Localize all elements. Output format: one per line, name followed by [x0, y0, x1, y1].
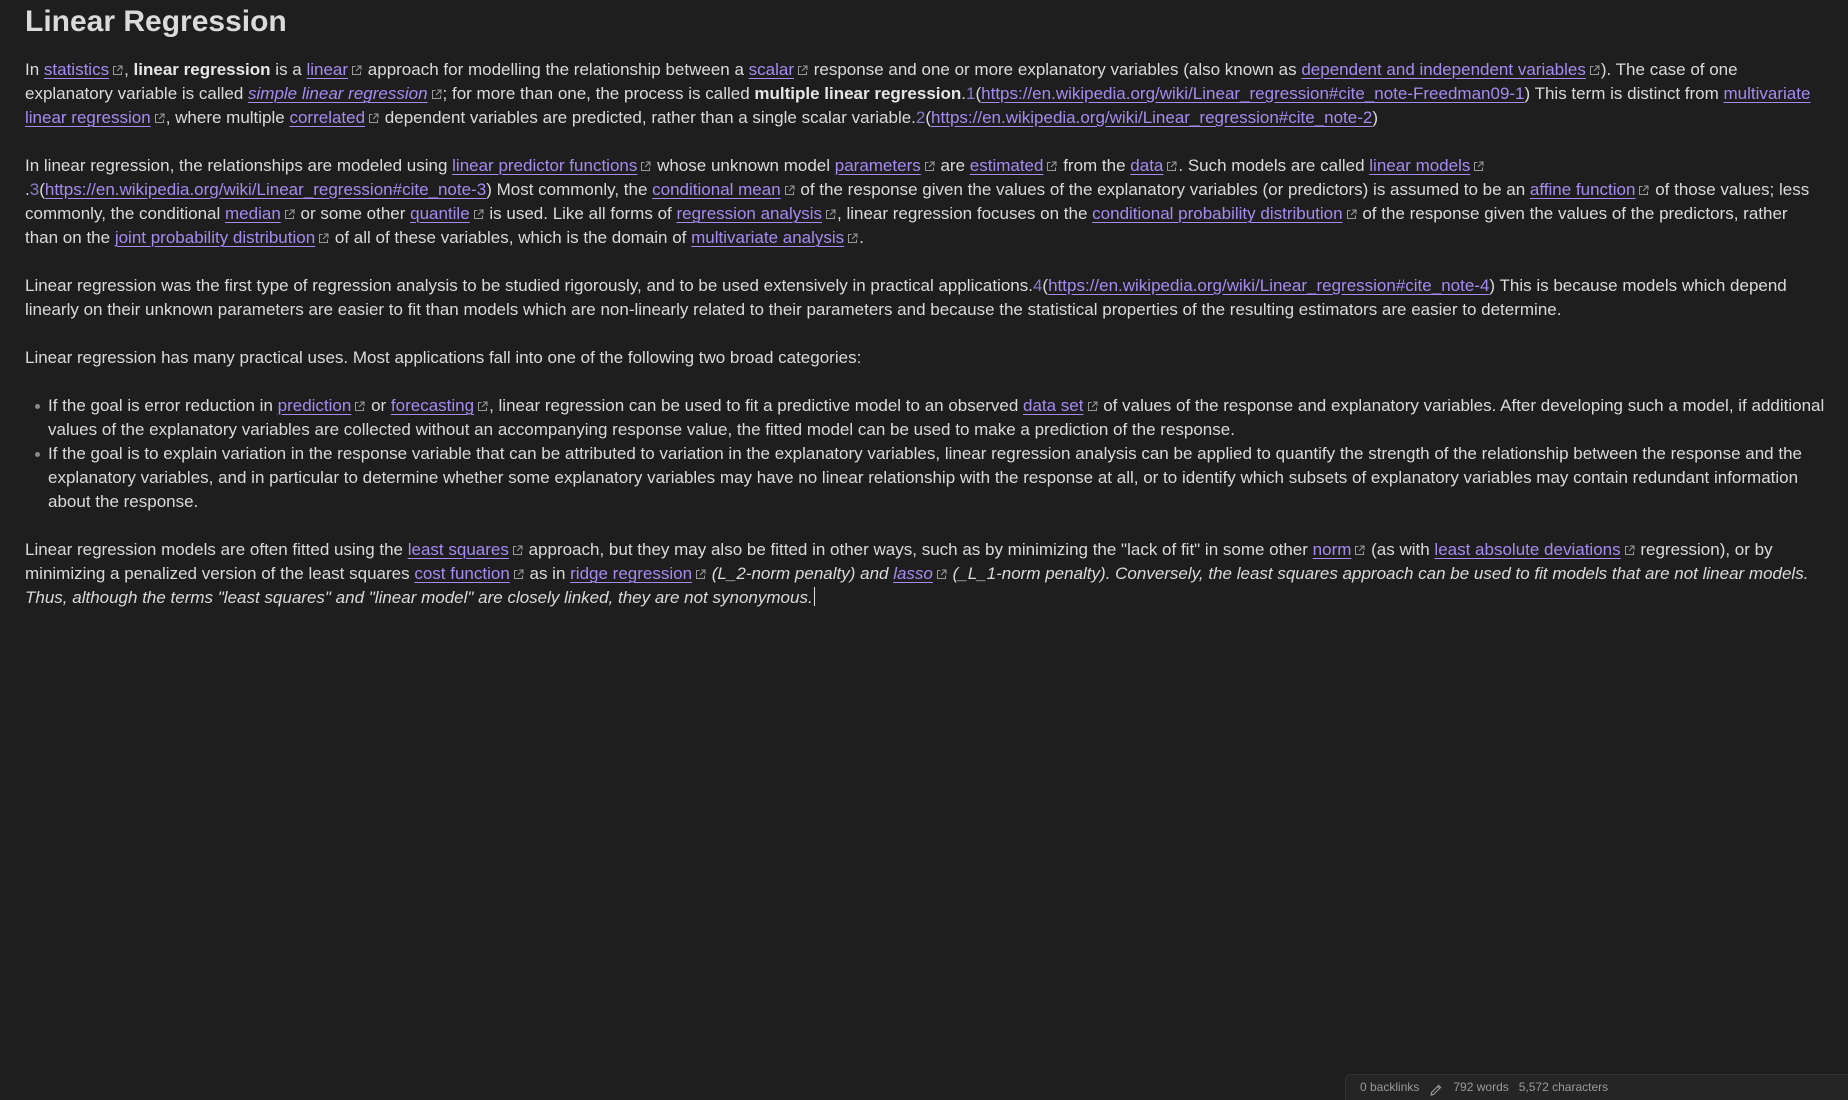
- text: If the goal is error reduction in: [48, 396, 278, 415]
- link-least-absolute-deviations[interactable]: least absolute deviations: [1434, 540, 1621, 559]
- text: response and one or more explanatory variables (also known as: [809, 60, 1302, 79]
- text: are: [935, 156, 970, 175]
- text: .: [25, 180, 30, 199]
- text: , linear regression can be used to fit a predictive model to an observed: [489, 396, 1023, 415]
- text: whose unknown model: [652, 156, 835, 175]
- external-link-icon: [924, 161, 935, 172]
- link-data-set[interactable]: data set: [1023, 396, 1084, 415]
- text: of values of the response and explanatory variables. After developing such a model, if additional values of the explanatory variables are collected without an accompanying response value, the fitted model can be used to make a prediction of the response.: [48, 396, 1825, 439]
- text: (: [975, 84, 982, 103]
- link-linear-models[interactable]: linear models: [1369, 156, 1471, 175]
- list-item: If the goal is to explain variation in the response variable that can be attributed to variation in the explanatory variables, linear regression analysis can be applied to quantify the strength of the relationship between the response and the explanatory variables, and in particular to determine whether some explanatory variables may have no linear relationship with the response at all, or to identify which subsets of explanatory variables may contain redundant information about the response.: [48, 442, 1825, 514]
- text: (: [39, 180, 45, 199]
- external-link-icon: [354, 401, 365, 412]
- link-estimated[interactable]: estimated: [969, 156, 1044, 175]
- paragraph-intro: [25, 58, 1825, 130]
- external-link-icon: [512, 545, 523, 556]
- url-link[interactable]: https://en.wikipedia.org/wiki/Linear_regression#cite_note-4: [1048, 276, 1490, 295]
- text: is used. Like all forms of: [484, 204, 677, 223]
- paragraph-history: [25, 274, 1825, 322]
- external-link-icon: [154, 113, 165, 124]
- external-link-icon: [318, 233, 329, 244]
- link-multivariate-linear-regression[interactable]: multivariate linear regression: [25, 84, 1811, 127]
- text: In linear regression, the relationships are modeled using: [25, 156, 453, 175]
- external-link-icon: [825, 209, 836, 220]
- text: of the response given the values of the explanatory variables (or predictors) is assumed to be an: [795, 180, 1530, 199]
- external-link-icon: [1046, 161, 1057, 172]
- external-link-icon: [936, 569, 947, 580]
- backlinks-count[interactable]: 0 backlinks: [1360, 1080, 1420, 1094]
- text: ) Most commonly, the: [486, 180, 653, 199]
- link-simple-linear-regression[interactable]: simple linear regression: [248, 84, 428, 103]
- link-affine-function[interactable]: affine function: [1529, 180, 1636, 199]
- text: , where multiple: [165, 108, 290, 127]
- external-link-icon: [784, 185, 795, 196]
- text: ; for more than one, the process is called: [442, 84, 755, 103]
- external-link-icon: [284, 209, 295, 220]
- link-forecasting[interactable]: forecasting: [390, 396, 475, 415]
- text: ) This is because models which depend linearly on their unknown parameters are easier to fit than models which are non-linearly related to their parameters and because the statistical properties of the resulting estimators are easier to determine.: [25, 276, 1787, 319]
- text: approach, but they may also be fitted in other ways, such as by minimizing the "lack of fit" in some other: [523, 540, 1313, 559]
- text: Linear regression was the first type of regression analysis to be studied rigorously, and to be used extensively in practical applications.: [25, 276, 1033, 295]
- text: .: [961, 84, 967, 103]
- word-count: 792 words: [1453, 1080, 1509, 1094]
- text: (_L_1-norm penalty). Conversely, the least squares approach can be used to fit models that are not linear models. Thus, although the terms "least squares" and "linear model" are closely linked, they are not synonymous.: [25, 564, 1809, 607]
- text: In: [25, 60, 44, 79]
- external-link-icon: [473, 209, 484, 220]
- text: or some other: [295, 204, 411, 223]
- link-parameters[interactable]: parameters: [834, 156, 921, 175]
- text: is a: [270, 60, 307, 79]
- page-title: Linear Regression: [25, 5, 287, 38]
- link-conditional-probability-distribution[interactable]: conditional probability distribution: [1092, 204, 1343, 223]
- footnote-marker[interactable]: 4: [1032, 276, 1043, 295]
- external-link-icon: [431, 89, 442, 100]
- external-link-icon: [695, 569, 706, 580]
- link-least-squares[interactable]: least squares: [407, 540, 509, 559]
- text: ,: [124, 60, 134, 79]
- text: (: [925, 108, 932, 127]
- link-conditional-mean[interactable]: conditional mean: [652, 180, 781, 199]
- external-link-icon: [1638, 185, 1649, 196]
- text: dependent variables are predicted, rather than a single scalar variable.: [380, 108, 916, 127]
- external-link-icon: [1346, 209, 1357, 220]
- external-link-icon: [477, 401, 488, 412]
- bullet-list: [25, 394, 1825, 514]
- external-link-icon: [1473, 161, 1484, 172]
- link-quantile[interactable]: quantile: [410, 204, 470, 223]
- link-regression-analysis[interactable]: regression analysis: [676, 204, 822, 223]
- external-link-icon: [797, 65, 808, 76]
- text: (as with: [1366, 540, 1435, 559]
- text: from the: [1058, 156, 1131, 175]
- link-statistics[interactable]: statistics: [43, 60, 110, 79]
- text: (: [1042, 276, 1049, 295]
- paragraph-fitting: [25, 538, 1825, 610]
- link-prediction[interactable]: prediction: [277, 396, 352, 415]
- paragraph-uses: Linear regression has many practical uses. Most applications fall into one of the following two broad categories:: [25, 348, 862, 367]
- link-correlated[interactable]: correlated: [289, 108, 366, 127]
- text: , linear regression focuses on the: [837, 204, 1093, 223]
- link-ridge-regression[interactable]: ridge regression: [570, 564, 693, 583]
- link-cost-function[interactable]: cost function: [414, 564, 510, 583]
- list-item: [48, 394, 1825, 442]
- footnote-marker[interactable]: 1: [966, 84, 976, 103]
- external-link-icon: [513, 569, 524, 580]
- external-link-icon: [1087, 401, 1098, 412]
- link-scalar[interactable]: scalar: [748, 60, 795, 79]
- link-joint-probability-distribution[interactable]: joint probability distribution: [114, 228, 316, 247]
- bold-term: linear regression: [133, 60, 271, 79]
- text: (L_2-norm penalty) and: [707, 564, 894, 583]
- text: ): [1372, 108, 1379, 127]
- text: ) This term is distinct from: [1524, 84, 1724, 103]
- status-bar: [1345, 1074, 1848, 1100]
- url-link[interactable]: https://en.wikipedia.org/wiki/Linear_regression#cite_note-Freedman09-1: [981, 84, 1525, 103]
- text: as in: [524, 564, 571, 583]
- link-median[interactable]: median: [225, 204, 281, 223]
- link-linear[interactable]: linear: [306, 60, 349, 79]
- paragraph-models: [25, 154, 1825, 250]
- document-editor[interactable]: [25, 0, 1825, 610]
- external-link-icon: [847, 233, 858, 244]
- text: approach for modelling the relationship between a: [363, 60, 749, 79]
- external-link-icon: [640, 161, 651, 172]
- text: ). The case of one explanatory variable is called: [25, 60, 1738, 103]
- text: .: [859, 228, 864, 247]
- bold-term: multiple linear regression: [754, 84, 962, 103]
- link-dependent-independent-variables[interactable]: dependent and independent variables: [1301, 60, 1586, 79]
- text: of those values; less commonly, the conditional: [25, 180, 1810, 223]
- link-lasso[interactable]: lasso: [893, 564, 933, 583]
- url-link[interactable]: https://en.wikipedia.org/wiki/Linear_regression#cite_note-3: [44, 180, 487, 199]
- external-link-icon: [1589, 65, 1600, 76]
- url-link[interactable]: https://en.wikipedia.org/wiki/Linear_regression#cite_note-2: [931, 108, 1373, 127]
- footnote-marker[interactable]: 2: [915, 108, 926, 127]
- text: . Such models are called: [1178, 156, 1370, 175]
- external-link-icon: [112, 65, 123, 76]
- external-link-icon: [1624, 545, 1635, 556]
- text-cursor: [814, 587, 815, 606]
- external-link-icon: [1166, 161, 1177, 172]
- external-link-icon: [1354, 545, 1365, 556]
- text: Linear regression models are often fitted using the: [25, 540, 408, 559]
- link-multivariate-analysis[interactable]: multivariate analysis: [691, 228, 845, 247]
- text: of the response given the values of the predictors, rather than on the: [25, 204, 1788, 247]
- text: or: [366, 396, 391, 415]
- character-count: 5,572 characters: [1518, 1080, 1609, 1094]
- link-norm[interactable]: norm: [1312, 540, 1352, 559]
- text: regression), or by minimizing a penalized version of the least squares: [25, 540, 1773, 583]
- external-link-icon: [351, 65, 362, 76]
- link-linear-predictor-functions[interactable]: linear predictor functions: [452, 156, 638, 175]
- footnote-marker[interactable]: 3: [29, 180, 40, 199]
- pencil-icon[interactable]: [1429, 1081, 1443, 1095]
- text: of all of these variables, which is the domain of: [330, 228, 692, 247]
- external-link-icon: [368, 113, 379, 124]
- link-data[interactable]: data: [1130, 156, 1164, 175]
